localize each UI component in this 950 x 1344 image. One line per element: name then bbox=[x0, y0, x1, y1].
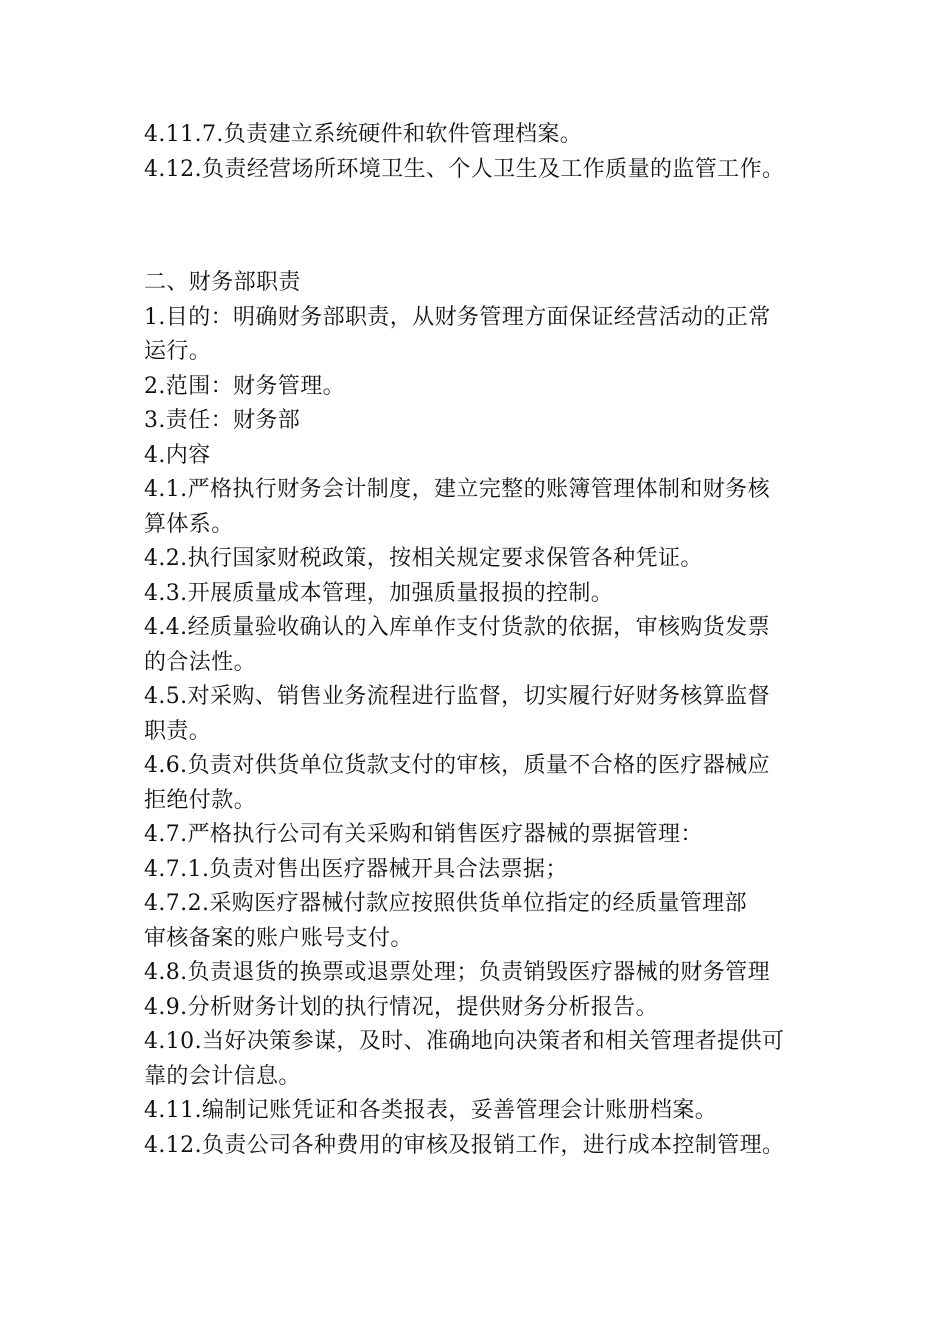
text-line: 4.6.负责对供货单位货款支付的审核，质量不合格的医疗器械应 bbox=[144, 753, 770, 778]
text-line: 3.责任：财务部 bbox=[144, 408, 301, 433]
text-line: 4.内容 bbox=[144, 442, 211, 468]
text-line: 4.7.1.负责对售出医疗器械开具合法票据； bbox=[144, 856, 568, 882]
text-line: 4.8.负责退货的换票或退票处理；负责销毁医疗器械的财务管理 bbox=[144, 960, 770, 985]
text-line: 4.11.7.负责建立系统硬件和软件管理档案。 bbox=[144, 122, 583, 147]
text-line: 的合法性。 bbox=[144, 649, 257, 675]
text-line: 4.12.负责经营场所环境卫生、个人卫生及工作质量的监管工作。 bbox=[144, 156, 785, 182]
text-line: 4.1.严格执行财务会计制度，建立完整的账簿管理体制和财务核 bbox=[144, 477, 770, 502]
text-line: 4.12.负责公司各种费用的审核及报销工作，进行成本控制管理。 bbox=[144, 1132, 785, 1158]
text-line: 靠的会计信息。 bbox=[144, 1063, 301, 1089]
text-line: 1.目的：明确财务部职责，从财务管理方面保证经营活动的正常 bbox=[144, 304, 771, 330]
previous-section-tail bbox=[144, 118, 814, 187]
text-line: 审核备案的账户账号支付。 bbox=[144, 925, 413, 951]
text-line: 4.2.执行国家财税政策，按相关规定要求保管各种凭证。 bbox=[144, 546, 703, 571]
text-line: 4.3.开展质量成本管理，加强质量报损的控制。 bbox=[144, 580, 614, 606]
text-line: 算体系。 bbox=[144, 511, 234, 537]
section-title: 二、财务部职责 bbox=[144, 270, 301, 295]
text-line: 4.7.严格执行公司有关采购和销售医疗器械的票据管理： bbox=[144, 822, 703, 847]
text-line: 运行。 bbox=[144, 339, 212, 364]
text-line: 4.11.编制记账凭证和各类报表，妥善管理会计账册档案。 bbox=[144, 1098, 718, 1123]
text-line: 4.9.分析财务计划的执行情况，提供财务分析报告。 bbox=[144, 994, 658, 1020]
finance-department-section bbox=[144, 266, 814, 1163]
text-line: 4.10.当好决策参谋，及时、准确地向决策者和相关管理者提供可 bbox=[144, 1029, 785, 1054]
text-line: 拒绝付款。 bbox=[144, 787, 257, 813]
text-line: 4.5.对采购、销售业务流程进行监督，切实履行好财务核算监督 bbox=[144, 684, 770, 709]
text-line: 职责。 bbox=[144, 718, 212, 744]
text-line: 4.7.2.采购医疗器械付款应按照供货单位指定的经质量管理部 bbox=[144, 891, 747, 916]
text-line: 4.4.经质量验收确认的入库单作支付货款的依据，审核购货发票 bbox=[144, 615, 770, 640]
text-line: 2.范围：财务管理。 bbox=[144, 373, 345, 399]
